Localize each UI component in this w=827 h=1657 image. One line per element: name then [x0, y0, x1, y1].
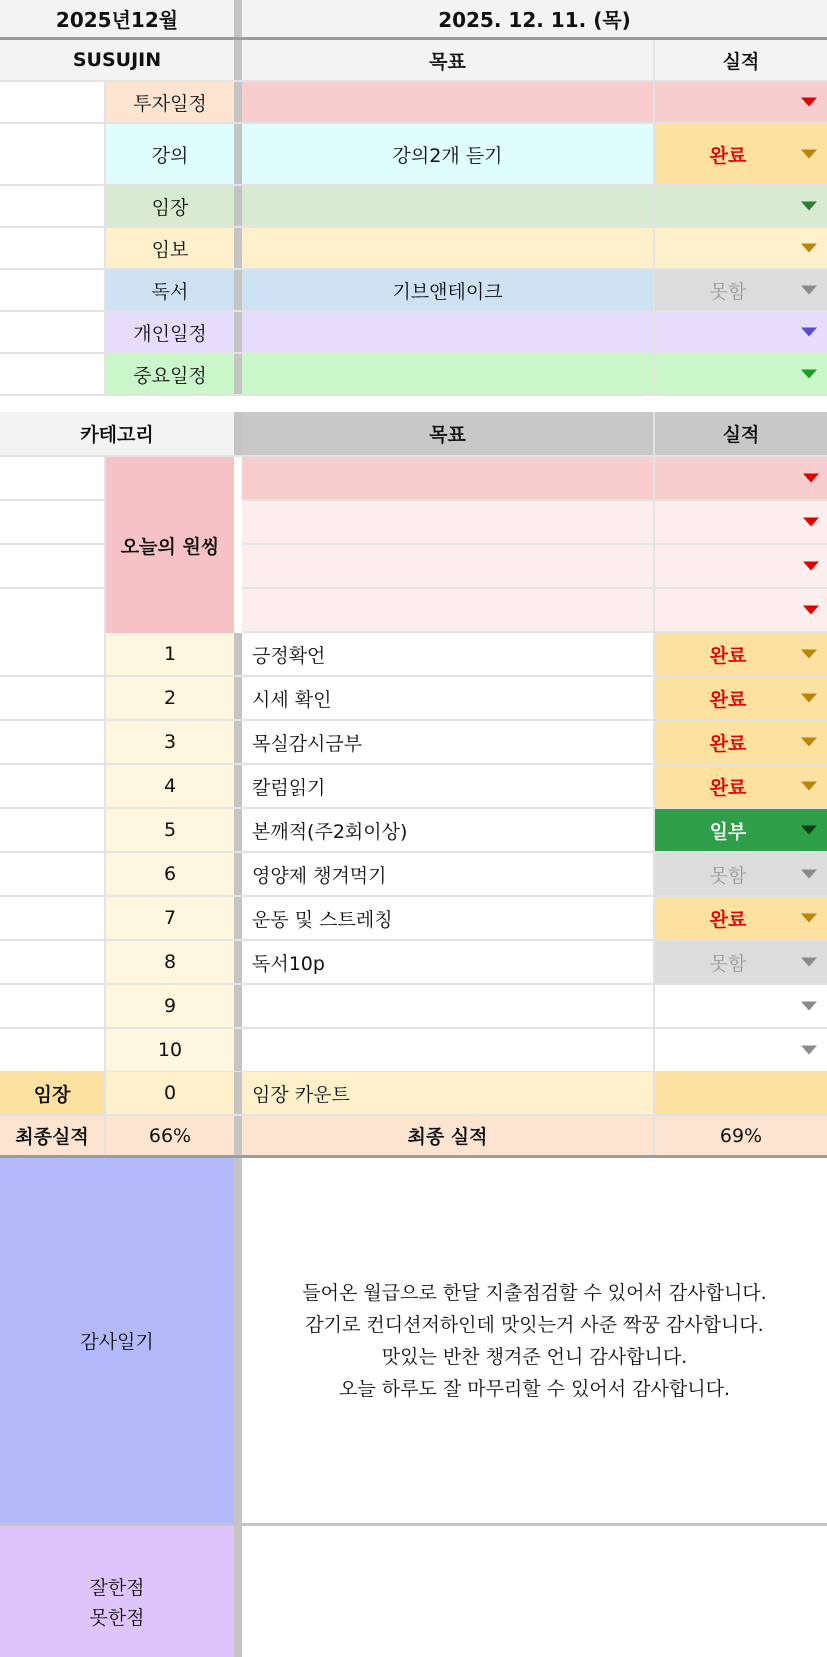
final-middle-label: 최종 실적 — [407, 1126, 488, 1148]
schedule-result-value: 못함 — [709, 280, 747, 303]
task-row — [0, 809, 827, 853]
task-blank-cell — [0, 633, 104, 675]
column-divider — [234, 228, 242, 268]
column-divider — [234, 633, 242, 675]
schedule-row — [0, 354, 827, 396]
review-label — [0, 1526, 234, 1657]
column-divider — [234, 1029, 242, 1071]
one-thing-goal-cell[interactable] — [242, 501, 653, 545]
chevron-down-icon[interactable] — [801, 826, 817, 835]
category-header: 카테고리 — [0, 412, 234, 455]
task-blank-cell — [0, 721, 104, 763]
schedule-label: 개인일정 — [104, 312, 234, 352]
goal-header: 목표 — [429, 50, 466, 73]
chevron-down-icon[interactable] — [801, 328, 817, 337]
chevron-down-icon[interactable] — [801, 286, 817, 295]
chevron-down-icon[interactable] — [801, 150, 817, 159]
review-label-bad: 못한점 — [89, 1606, 145, 1629]
task-result-dropdown[interactable] — [653, 677, 827, 719]
task-result-value: 못함 — [709, 864, 747, 887]
review-label-good: 잘한점 — [89, 1576, 145, 1599]
schedule-goal[interactable] — [242, 82, 653, 122]
chevron-down-icon[interactable] — [801, 958, 817, 967]
schedule-row — [0, 124, 827, 186]
gratitude-label: 감사일기 — [0, 1158, 234, 1523]
date-title: 2025. 12. 11. (목) — [438, 8, 631, 32]
chevron-down-icon[interactable] — [801, 1046, 817, 1055]
task-goal[interactable]: 운동 및 스트레칭 — [242, 897, 653, 939]
task-result-value: 완료 — [709, 732, 747, 755]
task-result-dropdown[interactable] — [653, 809, 827, 851]
schedule-goal[interactable]: 강의2개 듣기 — [242, 124, 653, 184]
gratitude-line: 맛있는 반찬 챙겨준 언니 감사합니다. — [381, 1345, 688, 1368]
gratitude-line: 들어온 월급으로 한달 지출점검할 수 있어서 감사합니다. — [302, 1281, 767, 1304]
chevron-down-icon[interactable] — [801, 244, 817, 253]
schedule-result-dropdown[interactable] — [653, 186, 827, 226]
column-divider — [234, 809, 242, 851]
final-row — [0, 1116, 827, 1158]
task-result-dropdown[interactable] — [653, 897, 827, 939]
category-header-row — [0, 412, 827, 457]
gratitude-text-area[interactable] — [242, 1158, 827, 1523]
column-divider — [234, 941, 242, 983]
one-thing-goal-cell[interactable] — [242, 545, 653, 589]
chevron-down-icon[interactable] — [801, 370, 817, 379]
one-thing-result-dropdown[interactable] — [653, 457, 827, 501]
result-header-2: 실적 — [653, 412, 827, 455]
chevron-down-icon[interactable] — [803, 562, 819, 571]
gratitude-line: 감기로 컨디션저하인데 맛잇는거 사준 짝꿍 감사합니다. — [305, 1313, 764, 1336]
column-divider — [234, 721, 242, 763]
task-goal[interactable]: 긍정확언 — [242, 633, 653, 675]
task-goal[interactable]: 본깨적(주2회이상) — [242, 809, 653, 851]
schedule-result-dropdown[interactable] — [653, 228, 827, 268]
column-divider — [234, 412, 242, 455]
task-row — [0, 941, 827, 985]
task-result-dropdown[interactable] — [653, 853, 827, 895]
task-result-value: 완료 — [709, 776, 747, 799]
chevron-down-icon[interactable] — [801, 650, 817, 659]
header-row — [0, 0, 827, 40]
task-number: 6 — [104, 853, 234, 895]
schedule-goal[interactable]: 기브앤테이크 — [242, 270, 653, 310]
task-goal[interactable] — [242, 1029, 653, 1071]
column-divider — [234, 677, 242, 719]
schedule-blank-cell — [0, 228, 104, 268]
task-result-dropdown[interactable] — [653, 765, 827, 807]
task-result-dropdown[interactable] — [653, 633, 827, 675]
one-thing-block — [0, 457, 827, 633]
task-goal[interactable]: 영양제 챙겨먹기 — [242, 853, 653, 895]
task-result-value: 완료 — [709, 908, 747, 931]
one-thing-goal-cell[interactable] — [242, 589, 653, 633]
imjang-label: 임장 — [33, 1083, 71, 1106]
chevron-down-icon[interactable] — [801, 202, 817, 211]
task-blank-cell — [0, 765, 104, 807]
task-number: 8 — [104, 941, 234, 983]
task-number: 7 — [104, 897, 234, 939]
schedule-result-dropdown[interactable] — [653, 312, 827, 352]
task-blank-cell — [0, 853, 104, 895]
schedule-goal[interactable] — [242, 354, 653, 394]
gratitude-line: 오늘 하루도 잘 마무리할 수 있어서 감사합니다. — [338, 1377, 730, 1400]
chevron-down-icon[interactable] — [801, 98, 817, 107]
gratitude-lines — [302, 1277, 766, 1405]
column-divider — [234, 897, 242, 939]
schedule-goal[interactable] — [242, 312, 653, 352]
task-row — [0, 721, 827, 765]
task-row — [0, 853, 827, 897]
task-result-value: 일부 — [709, 820, 747, 843]
schedule-row — [0, 228, 827, 270]
column-divider — [234, 853, 242, 895]
task-number: 10 — [104, 1029, 234, 1071]
chevron-down-icon[interactable] — [803, 606, 819, 615]
task-row — [0, 985, 827, 1029]
one-thing-result-dropdown[interactable] — [653, 501, 827, 545]
task-goal[interactable] — [242, 985, 653, 1027]
chevron-down-icon[interactable] — [801, 870, 817, 879]
schedule-label: 임장 — [104, 186, 234, 226]
task-number: 1 — [104, 633, 234, 675]
column-divider — [234, 186, 242, 226]
column-divider — [234, 82, 242, 122]
task-row — [0, 1029, 827, 1073]
schedule-label: 투자일정 — [104, 82, 234, 122]
imjang-count-text: 임장 카운트 — [242, 1072, 653, 1114]
gratitude-section — [0, 1158, 827, 1526]
goal-header-2: 목표 — [242, 412, 653, 455]
one-thing-left — [0, 457, 104, 633]
task-goal[interactable]: 독서10p — [242, 941, 653, 983]
task-result-dropdown[interactable] — [653, 721, 827, 763]
schedule-row — [0, 186, 827, 228]
schedule-blank-cell — [0, 124, 104, 184]
chevron-down-icon[interactable] — [803, 518, 819, 527]
schedule-blank-cell — [0, 186, 104, 226]
schedule-blank-cell — [0, 312, 104, 352]
one-thing-label: 오늘의 원씽 — [104, 457, 234, 633]
final-left-percent: 66% — [104, 1116, 234, 1155]
schedule-blank-cell — [0, 354, 104, 394]
schedule-row — [0, 270, 827, 312]
imjang-result-cell[interactable] — [653, 1072, 827, 1114]
task-number: 3 — [104, 721, 234, 763]
month-title: 2025년12월 — [55, 8, 179, 32]
user-name: SUSUJIN — [72, 49, 162, 71]
one-thing-goal-cell[interactable] — [242, 457, 653, 501]
task-result-dropdown[interactable] — [653, 985, 827, 1027]
task-row — [0, 765, 827, 809]
column-divider — [234, 0, 242, 37]
chevron-down-icon[interactable] — [801, 914, 817, 923]
task-blank-cell — [0, 985, 104, 1027]
schedule-blank-cell — [0, 82, 104, 122]
task-number: 5 — [104, 809, 234, 851]
chevron-down-icon[interactable] — [801, 694, 817, 703]
column-divider — [234, 1116, 242, 1155]
task-goal[interactable]: 칼럼읽기 — [242, 765, 653, 807]
schedule-goal[interactable] — [242, 186, 653, 226]
review-text-area[interactable] — [242, 1526, 827, 1657]
task-goal[interactable]: 목실감시금부 — [242, 721, 653, 763]
schedule-header-row — [0, 40, 827, 82]
task-row — [0, 897, 827, 941]
review-section — [0, 1526, 827, 1657]
task-blank-cell — [0, 1029, 104, 1071]
chevron-down-icon[interactable] — [801, 738, 817, 747]
task-result-value: 못함 — [709, 952, 747, 975]
schedule-label: 독서 — [104, 270, 234, 310]
schedule-label: 중요일정 — [104, 354, 234, 394]
schedule-label: 강의 — [104, 124, 234, 184]
task-row — [0, 633, 827, 677]
task-result-dropdown[interactable] — [653, 1029, 827, 1071]
schedule-label: 임보 — [104, 228, 234, 268]
column-divider — [234, 124, 242, 184]
column-divider — [234, 1526, 242, 1657]
task-blank-cell — [0, 809, 104, 851]
schedule-row — [0, 82, 827, 124]
task-blank-cell — [0, 677, 104, 719]
column-divider — [234, 40, 242, 80]
result-header: 실적 — [653, 40, 827, 80]
task-result-value: 완료 — [709, 688, 747, 711]
schedule-result-dropdown[interactable] — [653, 82, 827, 122]
chevron-down-icon[interactable] — [801, 1002, 817, 1011]
schedule-result-dropdown[interactable] — [653, 270, 827, 310]
task-blank-cell — [0, 897, 104, 939]
imjang-row — [0, 1072, 827, 1116]
chevron-down-icon[interactable] — [801, 782, 817, 791]
column-divider — [234, 1072, 242, 1114]
final-right-percent: 69% — [653, 1116, 827, 1155]
task-result-dropdown[interactable] — [653, 941, 827, 983]
imjang-count: 0 — [104, 1072, 234, 1114]
task-goal[interactable]: 시세 확인 — [242, 677, 653, 719]
column-divider — [234, 354, 242, 394]
task-number: 2 — [104, 677, 234, 719]
column-divider — [234, 1158, 242, 1523]
one-thing-result-dropdown[interactable] — [653, 545, 827, 589]
task-result-value: 완료 — [709, 644, 747, 667]
task-number: 4 — [104, 765, 234, 807]
schedule-row — [0, 312, 827, 354]
column-divider — [234, 765, 242, 807]
task-blank-cell — [0, 941, 104, 983]
column-divider — [234, 270, 242, 310]
schedule-goal[interactable] — [242, 228, 653, 268]
chevron-down-icon[interactable] — [803, 474, 819, 483]
one-thing-result-dropdown[interactable] — [653, 589, 827, 633]
column-divider — [234, 985, 242, 1027]
schedule-result-dropdown[interactable] — [653, 354, 827, 394]
final-label: 최종실적 — [15, 1126, 89, 1148]
task-number: 9 — [104, 985, 234, 1027]
column-divider — [234, 312, 242, 352]
task-row — [0, 677, 827, 721]
schedule-result-value: 완료 — [709, 144, 747, 167]
schedule-result-dropdown[interactable] — [653, 124, 827, 184]
schedule-blank-cell — [0, 270, 104, 310]
